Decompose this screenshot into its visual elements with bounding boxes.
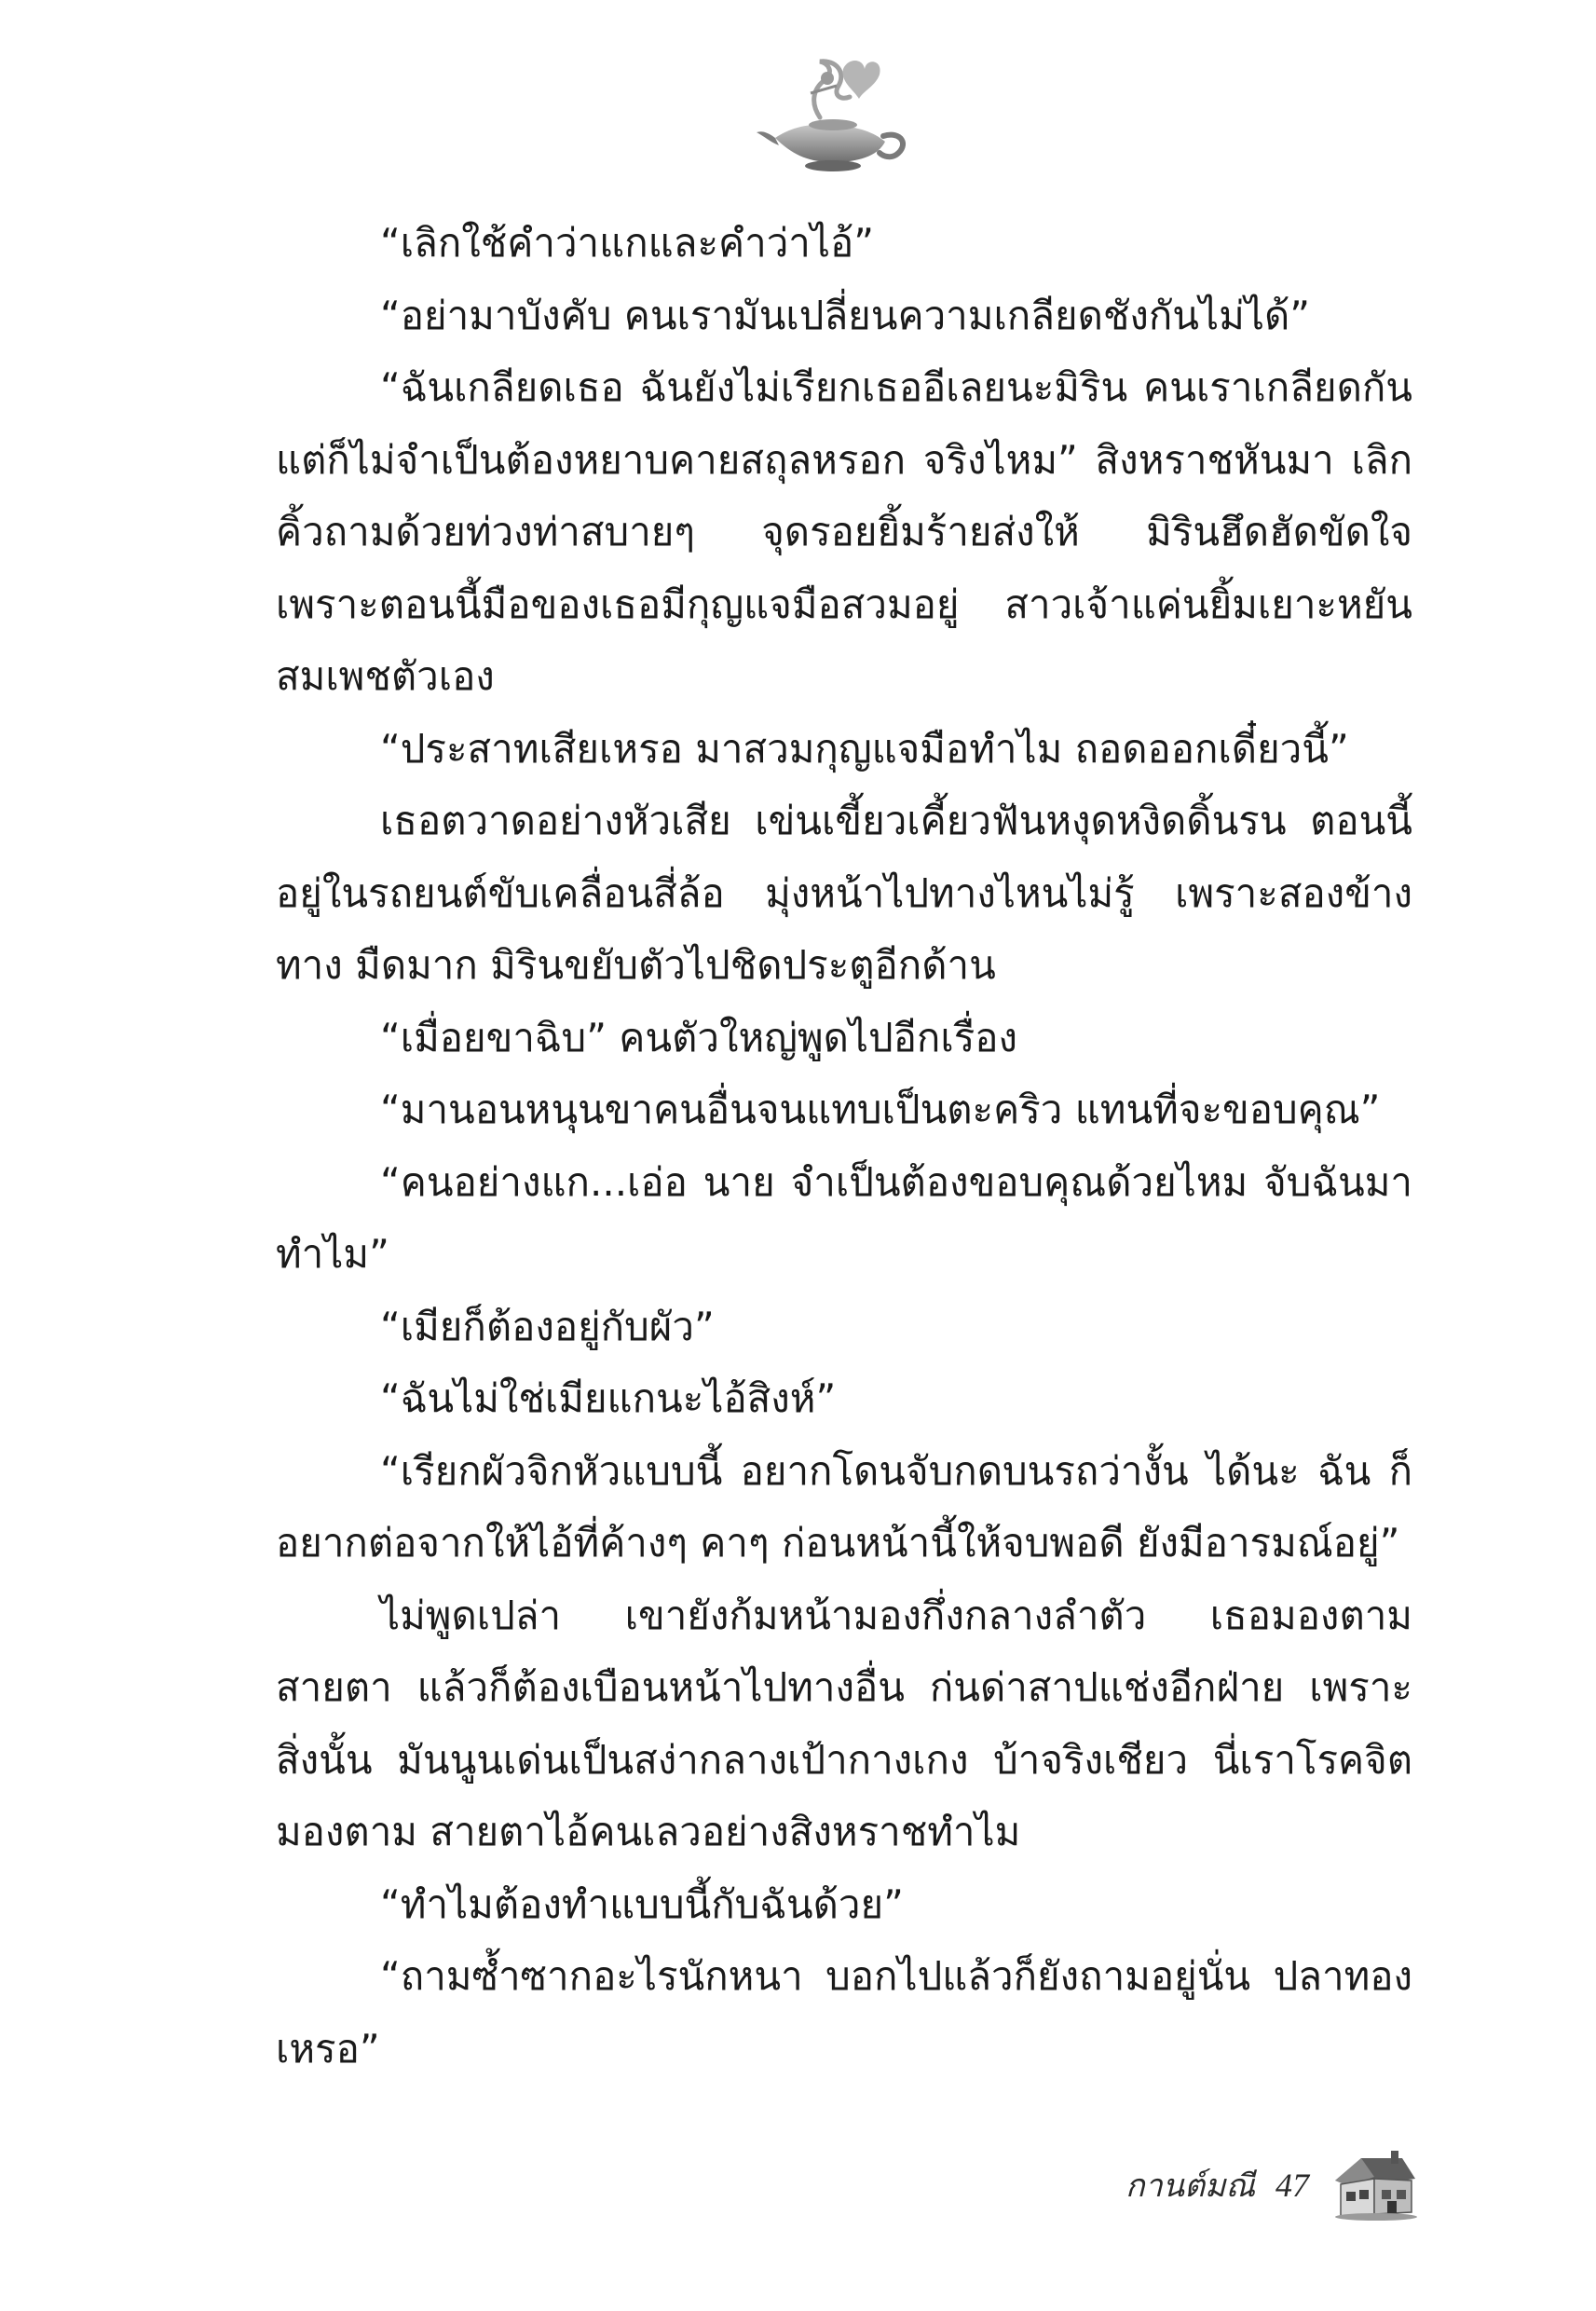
genie-lamp-icon (755, 52, 913, 173)
paragraph: “ประสาทเสียเหรอ มาสวมกุญแจมือทำไม ถอดออกเดี๋ยวนี้” (380, 725, 1349, 772)
house-icon (1330, 2149, 1419, 2222)
paragraph: ไม่พูดเปล่า เขายังก้มหน้ามองกึ่งกลางลำตัว เธอมองตามสายตา แล้วก็ต้องเบือนหน้าไปทางอื่น ก่นด่าสาปแช่งอีกฝ่าย เพราะสิ่งนั้น มันนูนเด่นเป็นสง่ากลางเป้ากางเกง บ้าจริงเชียว นี่เราโรคจิตมองตาม สายตาไอ้คนเลวอย่างสิงหราชทำไม (276, 1592, 1412, 1854)
paragraph: “มานอนหนุนขาคนอื่นจนแทบเป็นตะคริว แทนที่จะขอบคุณ” (380, 1087, 1381, 1132)
page-footer (1125, 2143, 1419, 2227)
paragraph: “ทำไมต้องทำแบบนี้กับฉันด้วย” (380, 1880, 904, 1927)
paragraph: “เลิกใช้คำว่าแกและคำว่าไอ้” (380, 220, 874, 266)
page-number: 47 (1275, 2167, 1309, 2204)
paragraph: เธอตวาดอย่างหัวเสีย เข่นเขี้ยวเคี้ยวฟันหงุดหงิดดิ้นรน ตอนนี้ อยู่ในรถยนต์ขับเคลื่อนสี่ล้อ มุ่งหน้าไปทางไหนไม่รู้ เพราะสองข้างทาง มืดมาก มิรินขยับตัวไปชิดประตูอีกด้าน (276, 798, 1412, 988)
paragraph: “อย่ามาบังคับ คนเรามันเปลี่ยนความเกลียดชังกันไม่ได้” (380, 292, 1310, 338)
paragraph: “ถามซ้ำซากอะไรนักหนา บอกไปแล้วก็ยังถามอยู่นั่น ปลาทอง เหรอ” (276, 1953, 1412, 2072)
chapter-text (276, 207, 1412, 2085)
paragraph: “เรียกผัวจิกหัวแบบนี้ อยากโดนจับกดบนรถว่างั้น ได้นะ ฉัน ก็อยากต่อจากให้ไอ้ที่ค้างๆ คาๆ ก่อนหน้านี้ให้จบพอดี ยังมีอารมณ์อยู่” (276, 1447, 1412, 1566)
paragraph: “เมื่อยขาฉิบ” คนตัวใหญ่พูดไปอีกเรื่อง (380, 1014, 1017, 1060)
paragraph: “คนอย่างแก...เอ่อ นาย จำเป็นต้องขอบคุณด้วยไหม จับฉันมา ทำไม” (276, 1158, 1412, 1277)
paragraph: “เมียก็ต้องอยู่กับผัว” (380, 1303, 715, 1349)
paragraph: “ฉันเกลียดเธอ ฉันยังไม่เรียกเธออีเลยนะมิริน คนเราเกลียดกัน แต่ก็ไม่จำเป็นต้องหยาบคายสถุลหรอก จริงไหม” สิงหราชหันมา เลิกคิ้วถามด้วยท่วงท่าสบายๆ จุดรอยยิ้มร้ายส่งให้ มิรินฮึดฮัดขัดใจ เพราะตอนนี้มือของเธอมีกุญแจมือสวมอยู่ สาวเจ้าแค่นยิ้มเยาะหยัน สมเพชตัวเอง (276, 364, 1412, 699)
paragraph: “ฉันไม่ใช่เมียแกนะไอ้สิงห์” (380, 1375, 837, 1421)
author-name: กานต์มณี (1125, 2167, 1255, 2205)
